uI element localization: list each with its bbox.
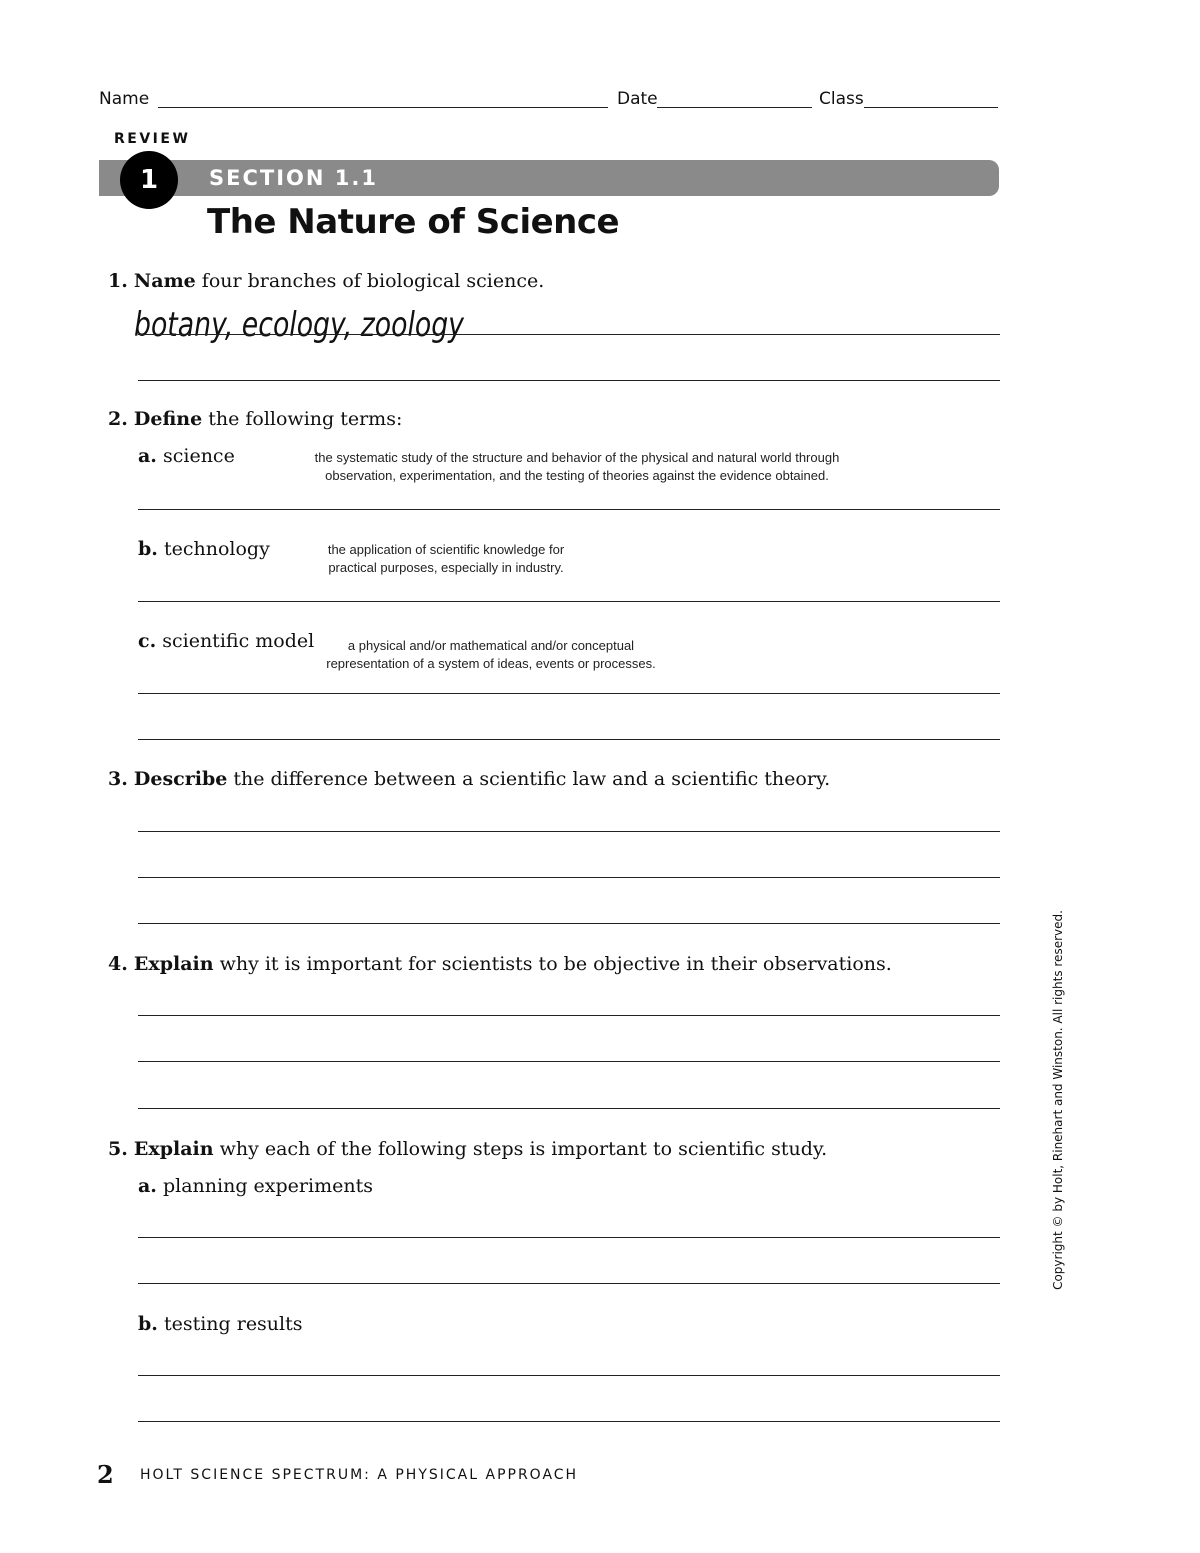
question-text: the following terms:	[202, 408, 403, 430]
part-term: testing results	[163, 1313, 303, 1335]
answer-line[interactable]	[138, 334, 1000, 335]
answer-line[interactable]	[138, 1061, 1000, 1062]
answer-line[interactable]	[138, 1421, 1000, 1422]
question-2	[108, 408, 402, 430]
question-verb: Name	[133, 270, 196, 292]
answer-line[interactable]	[138, 877, 1000, 878]
answer-line[interactable]	[138, 923, 1000, 924]
name-label: Name	[99, 89, 150, 109]
question-number: 4.	[108, 953, 128, 975]
question-number: 2.	[108, 408, 128, 430]
answer-line[interactable]	[138, 1015, 1000, 1016]
class-field[interactable]	[864, 107, 998, 108]
answer-line[interactable]	[138, 380, 1000, 381]
question-2a	[138, 445, 235, 467]
handwritten-answer-1	[130, 296, 480, 356]
question-number: 1.	[108, 270, 128, 292]
question-5a	[138, 1175, 373, 1197]
page-number: 2	[97, 1460, 114, 1489]
date-label: Date	[617, 89, 658, 109]
question-number: 5.	[108, 1138, 128, 1160]
book-title: HOLT SCIENCE SPECTRUM: A PHYSICAL APPROACH	[140, 1467, 579, 1483]
copyright-notice: Copyright © by Holt, Rinehart and Winston. All rights reserved.	[1051, 910, 1065, 1290]
question-text: four branches of biological science.	[195, 270, 545, 292]
question-verb: Explain	[133, 1138, 214, 1160]
question-text: why it is important for scientists to be objective in their observations.	[213, 953, 892, 975]
answer-line[interactable]	[138, 739, 1000, 740]
question-verb: Describe	[133, 768, 228, 790]
question-5b	[138, 1313, 303, 1335]
section-label: SECTION 1.1	[209, 166, 378, 190]
name-field[interactable]	[158, 107, 608, 108]
answer-line[interactable]	[138, 601, 1000, 602]
handwritten-answer-text: botany, ecology, zoology	[134, 305, 465, 345]
part-term: technology	[163, 538, 270, 560]
part-term: scientific model	[162, 630, 315, 652]
part-letter: b.	[138, 538, 158, 560]
review-label: REVIEW	[114, 131, 191, 147]
part-term: planning experiments	[162, 1175, 373, 1197]
question-text: why each of the following steps is important to scientific study.	[213, 1138, 828, 1160]
chapter-badge: 1	[120, 151, 178, 209]
answer-line[interactable]	[138, 1283, 1000, 1284]
answer-line[interactable]	[138, 509, 1000, 510]
typed-answer-2a: the systematic study of the structure and behavior of the physical and natural world through observation, experimentation, and the testing of theories against the evidence obtained.	[314, 450, 840, 483]
answer-line[interactable]	[138, 1237, 1000, 1238]
date-field[interactable]	[657, 107, 812, 108]
question-2c	[138, 630, 314, 652]
question-verb: Define	[133, 408, 203, 430]
answer-line[interactable]	[138, 1375, 1000, 1376]
question-3	[108, 768, 830, 790]
typed-answer-2c: a physical and/or mathematical and/or conceptual representation of a system of ideas, events or processes.	[326, 638, 656, 671]
part-letter: a.	[138, 1175, 157, 1197]
part-letter: b.	[138, 1313, 158, 1335]
question-text: the difference between a scientific law and a scientific theory.	[227, 768, 831, 790]
question-verb: Explain	[133, 953, 214, 975]
typed-answer-2b: the application of scientific knowledge for practical purposes, especially in industry.	[327, 542, 565, 575]
answer-line[interactable]	[138, 693, 1000, 694]
answer-line[interactable]	[138, 1108, 1000, 1109]
class-label: Class	[819, 89, 864, 109]
question-1	[108, 270, 544, 292]
question-number: 3.	[108, 768, 128, 790]
part-term: science	[162, 445, 235, 467]
question-4	[108, 953, 892, 975]
answer-line[interactable]	[138, 831, 1000, 832]
part-letter: a.	[138, 445, 157, 467]
question-2b	[138, 538, 270, 560]
question-5	[108, 1138, 827, 1160]
page-title: The Nature of Science	[207, 202, 620, 242]
part-letter: c.	[138, 630, 157, 652]
